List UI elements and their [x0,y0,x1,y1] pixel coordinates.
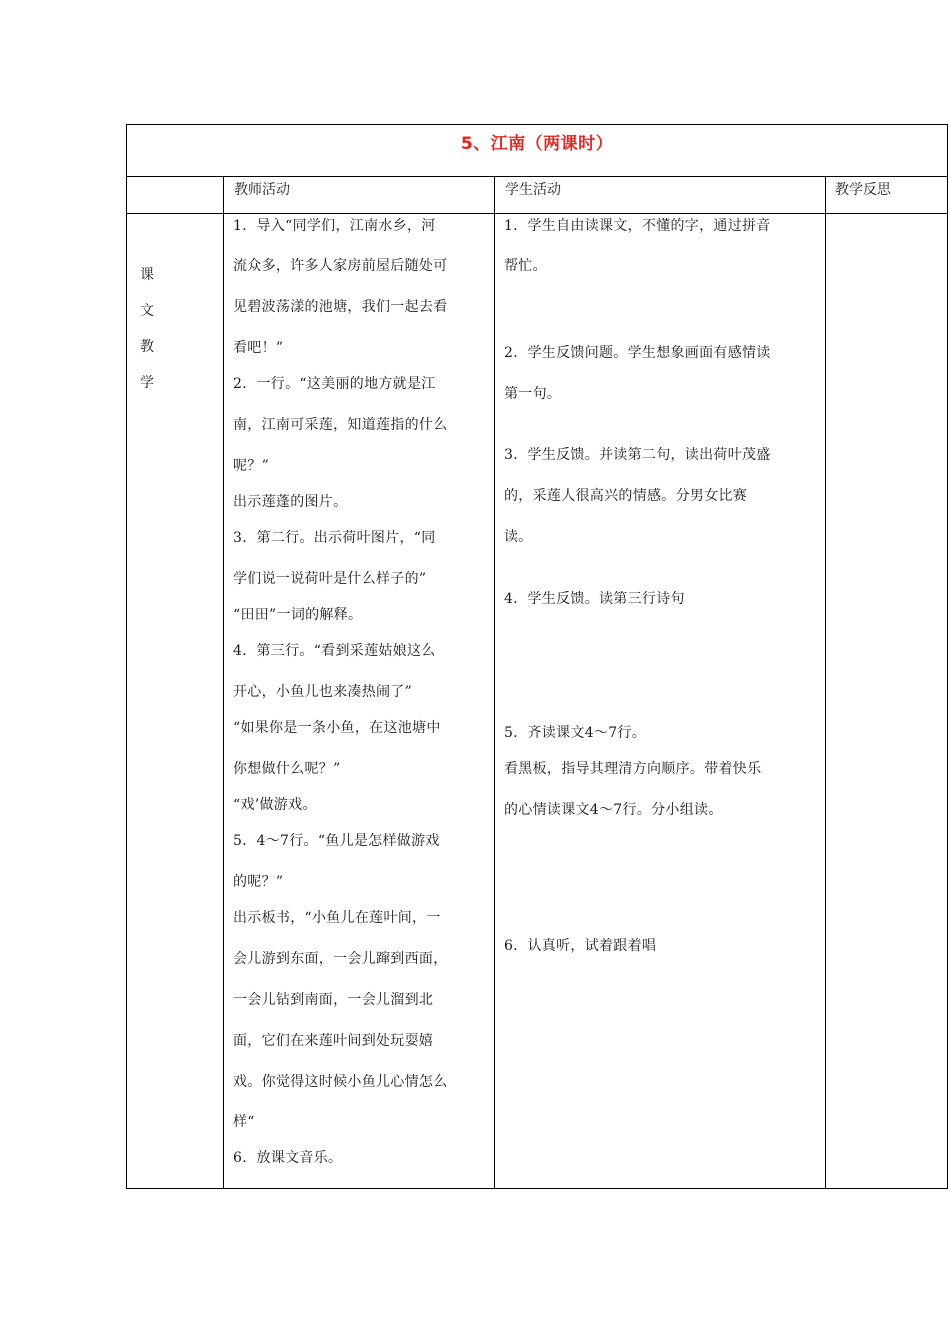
row-label-text-teaching [138,257,156,401]
teacher-line: “戏’做游戏。 [233,797,317,813]
student-line: 4．学生反馈。读第三行诗句 [504,591,685,607]
student-line: 6．认真听，试着跟着唱 [504,938,657,954]
student-line: 帮忙。 [504,258,547,274]
teacher-line: 一会儿钻到南面，一会儿溜到北 [233,992,434,1008]
teacher-line: 5．4～7行。“鱼儿是怎样做游戏 [233,833,440,849]
student-line: 第一句。 [504,386,562,402]
teacher-line: 2．一行。“这美丽的地方就是江 [233,376,436,392]
teacher-line: 面，它们在来莲叶间到处玩耍嬉 [233,1033,434,1049]
teacher-line: 6．放课文音乐。 [233,1150,343,1166]
teacher-line: 样“ [233,1114,255,1130]
row-label-char: 学 [140,375,154,391]
row-label-char: 教 [140,339,154,355]
teacher-line: “如果你是一条小鱼，在这池塘中 [233,720,441,736]
student-line: 1．学生自由读课文，不懂的字，通过拼音 [504,218,771,234]
student-line: 的心情读课文4～7行。分小组读。 [504,802,723,818]
header-teacher-activity: 教师活动 [234,182,290,198]
column-divider-1 [223,176,224,1188]
header-student-activity: 学生活动 [505,182,561,198]
teacher-line: 学们说一说荷叶是什么样子的” [233,571,427,587]
student-line: 看黑板，指导其理清方向顺序。带着快乐 [504,761,762,777]
teacher-line: 3．第二行。出示荷叶图片，“同 [233,530,436,546]
teaching-reflection-cell [826,214,946,1188]
teacher-line: 会儿游到东面，一会儿蹿到西面， [233,951,448,967]
student-line: 的，采莲人很高兴的情感。分男女比赛 [504,488,748,504]
header-teaching-reflection: 教学反思 [835,182,891,198]
student-line: 2．学生反馈问题。学生想象画面有感情读 [504,345,771,361]
column-divider-2 [494,176,495,1188]
teacher-line: 流众多，许多人家房前屋后随处可 [233,258,448,274]
row-label-char: 文 [140,303,154,319]
teacher-line: 南，江南可采莲，知道莲指的什么 [233,417,448,433]
teacher-line: 你想做什么呢？” [233,761,341,777]
teacher-line: 出示板书，“小鱼儿在莲叶间，一 [233,910,441,926]
teacher-line: 开心，小鱼儿也来凑热闹了” [233,684,413,700]
teacher-line: 戏。你觉得这时候小鱼儿心情怎么 [233,1074,448,1090]
lesson-title: 5、江南（两课时） [460,134,614,154]
teacher-line: 的呢？” [233,874,284,890]
teacher-line: 看吧！” [233,340,284,356]
teacher-line: 4．第三行。“看到采莲姑娘这么 [233,643,436,659]
header-row [127,176,947,214]
teacher-line: 1．导入“同学们，江南水乡，河 [233,218,436,234]
teacher-line: 出示莲蓬的图片。 [233,494,348,510]
student-line: 5．齐读课文4～7行。 [504,725,647,741]
teacher-line: “田田”一词的解释。 [233,607,363,623]
title-row [127,125,947,177]
teacher-line: 呢？” [233,458,270,474]
row-label-char: 课 [140,267,154,283]
student-line: 3．学生反馈。并读第二句，读出荷叶茂盛 [504,447,771,463]
student-line: 读。 [504,529,533,545]
teacher-line: 见碧波荡漾的池塘，我们一起去看 [233,299,448,315]
lesson-plan-table [126,124,948,1189]
